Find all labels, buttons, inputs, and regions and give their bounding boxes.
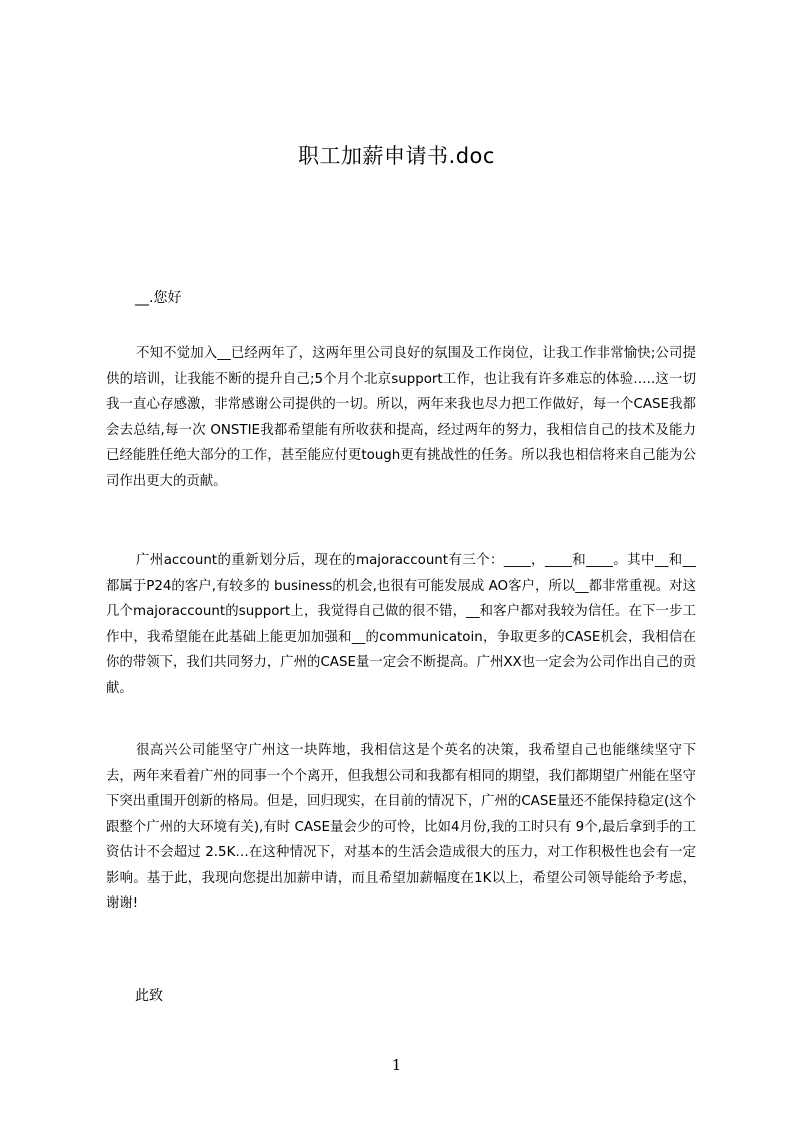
page-number: 1: [391, 1056, 402, 1074]
closing-line: 此致: [135, 988, 163, 1004]
document-body: [106, 0, 696, 980]
body-paragraph-2: 广州account的重新划分后，现在的majoraccount有三个：____，____和____。其中__和__都属于P24的客户,有较多的 business的机会,也很有可能发展成 AO客户，所以__都非常重视。对这几个majoraccount的support上，我觉得自己做的很不错，__和客户都对我较为信任。在下一步工作中，我希望能在此基础上能更加加强和__的communicatoin，争取更多的CASE机会，我相信在你的带领下，我们共同努力，广州的CASE量一定会不断提高。广州XX也一定会为公司作出自己的贡献。: [106, 553, 696, 696]
body-paragraph-3: 很高兴公司能坚守广州这一块阵地，我相信这是个英名的决策，我希望自己也能继续坚守下去，两年来看着广州的同事一个个离开，但我想公司和我都有相同的期望，我们都期望广州能在坚守下突出重围开创新的格局。但是，回归现实，在目前的情况下，广州的CASE量还不能保持稳定(这个跟整个广州的大环境有关),有时 CASE量会少的可怜，比如4月份,我的工时只有 9个,最后拿到手的工资估计不会超过 2.5K…在这种情况下，对基本的生活会造成很大的压力，对工作积极性也会有一定影响。基于此，我现向您提出加薪申请，而且希望加薪幅度在1K以上，希望公司领导能给予考虑，谢谢!: [106, 743, 696, 911]
body-paragraph-1: 不知不觉加入__已经两年了，这两年里公司良好的氛围及工作岗位，让我工作非常愉快;公司提供的培训，让我能不断的提升自己;5个月个北京support工作，也让我有许多难忘的体验…..这一切我一直心存感激，非常感谢公司提供的一切。所以，两年来我也尽力把工作做好，每一个CASE我都会去总结,每一次 ONSTIE我都希望能有所收获和提高，经过两年的努力，我相信自己的技术及能力已经能胜任绝大部分的工作，甚至能应付更tough更有挑战性的任务。所以我也相信将来自己能为公司作出更大的贡献。: [106, 346, 696, 489]
salutation: __.您好: [135, 290, 182, 306]
document-title: 职工加薪申请书.doc: [298, 144, 495, 168]
